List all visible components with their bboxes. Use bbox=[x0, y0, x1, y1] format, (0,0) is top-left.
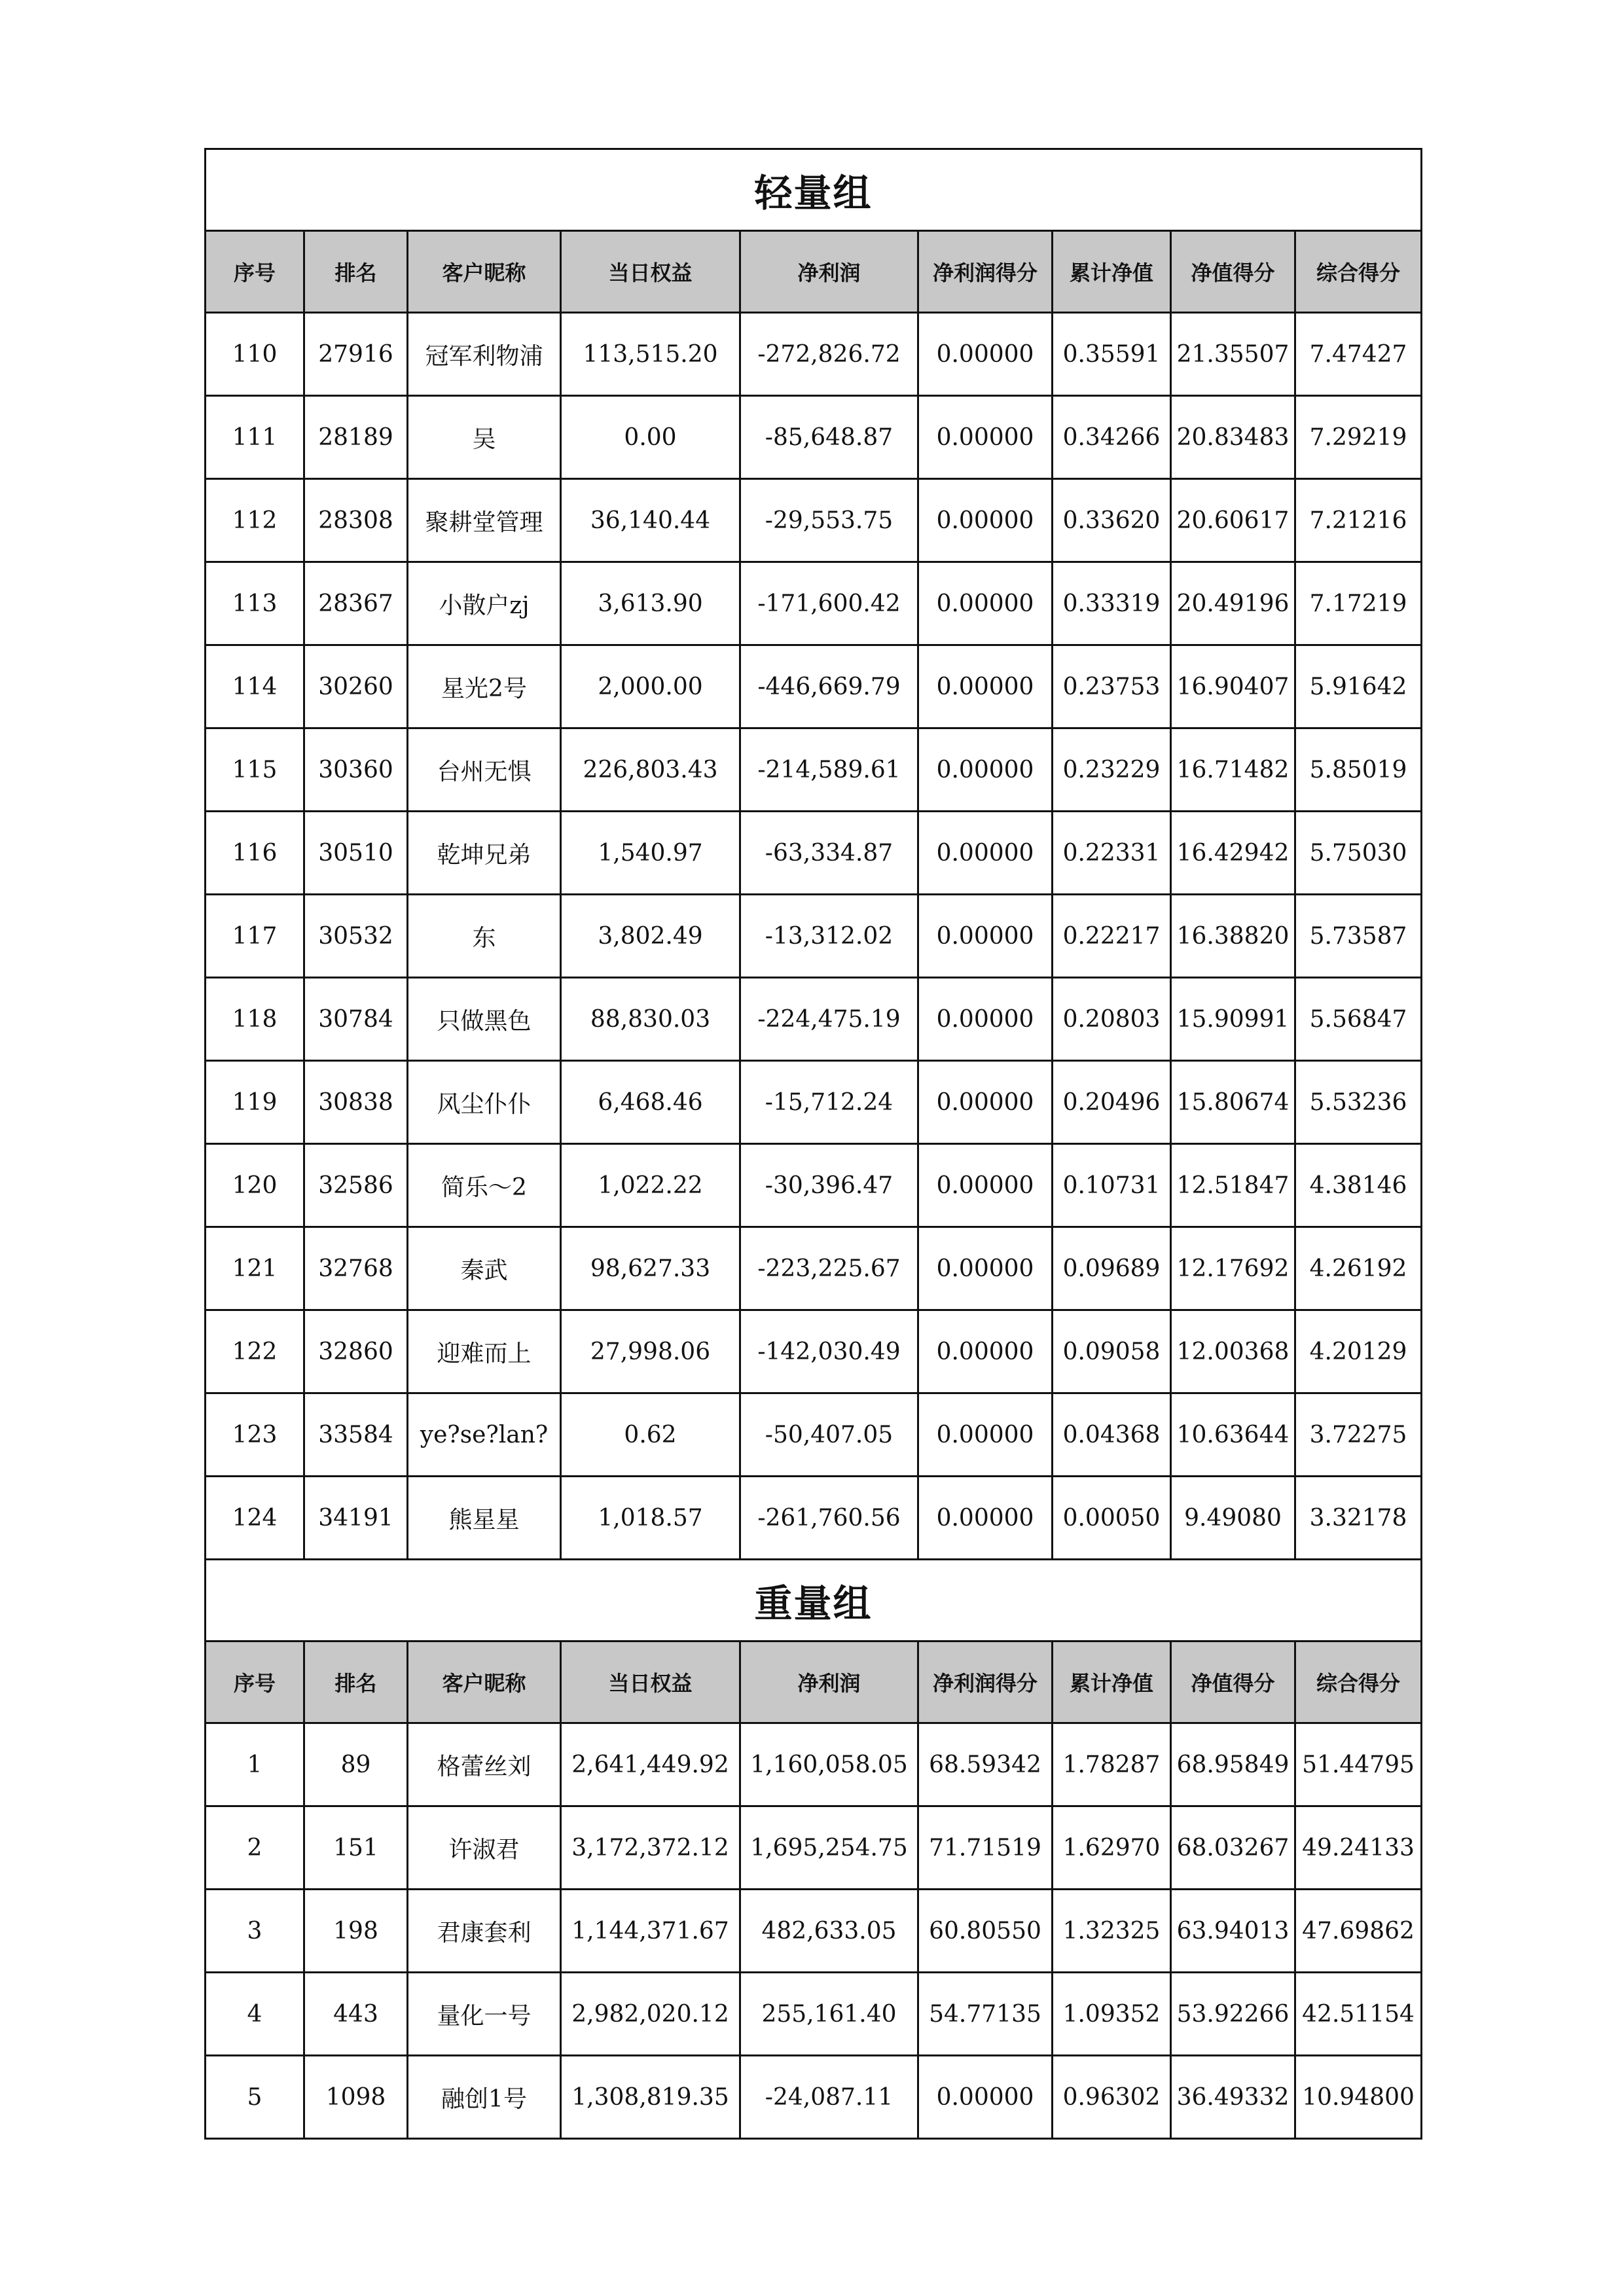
rank-cell: 30784 bbox=[304, 978, 408, 1061]
seq-cell: 113 bbox=[206, 562, 304, 645]
seq-cell: 110 bbox=[206, 313, 304, 396]
cumulative-nav-cell: 0.23753 bbox=[1053, 645, 1171, 728]
net-profit-cell: -224,475.19 bbox=[740, 978, 918, 1061]
nav-score-cell: 20.60617 bbox=[1171, 479, 1295, 562]
header-rank: 排名 bbox=[304, 231, 408, 313]
nav-score-cell: 20.49196 bbox=[1171, 562, 1295, 645]
net-profit-cell: -29,553.75 bbox=[740, 479, 918, 562]
net-profit-score-cell: 0.00000 bbox=[918, 978, 1053, 1061]
table-row bbox=[206, 396, 1422, 479]
net-profit-score-cell: 0.00000 bbox=[918, 2056, 1053, 2139]
rank-cell: 30510 bbox=[304, 812, 408, 895]
equity-cell: 1,022.22 bbox=[561, 1144, 740, 1227]
heavy-group-title: 重量组 bbox=[206, 1560, 1422, 1641]
equity-cell: 2,000.00 bbox=[561, 645, 740, 728]
nickname-cell: 台州无惧 bbox=[408, 728, 561, 812]
nickname-cell: 君康套利 bbox=[408, 1890, 561, 1973]
total-score-cell: 7.47427 bbox=[1295, 313, 1422, 396]
total-score-cell: 5.56847 bbox=[1295, 978, 1422, 1061]
header-seq: 序号 bbox=[206, 1641, 304, 1723]
nickname-cell: 熊星星 bbox=[408, 1477, 561, 1560]
net-profit-score-cell: 0.00000 bbox=[918, 479, 1053, 562]
table-body bbox=[206, 149, 1422, 2139]
net-profit-score-cell: 0.00000 bbox=[918, 1393, 1053, 1477]
nickname-cell: 简乐～2 bbox=[408, 1144, 561, 1227]
nav-score-cell: 16.90407 bbox=[1171, 645, 1295, 728]
rank-cell: 27916 bbox=[304, 313, 408, 396]
cumulative-nav-cell: 0.22331 bbox=[1053, 812, 1171, 895]
total-score-cell: 10.94800 bbox=[1295, 2056, 1422, 2139]
total-score-cell: 4.26192 bbox=[1295, 1227, 1422, 1310]
nickname-cell: 东 bbox=[408, 895, 561, 978]
total-score-cell: 5.73587 bbox=[1295, 895, 1422, 978]
total-score-cell: 7.21216 bbox=[1295, 479, 1422, 562]
net-profit-score-cell: 0.00000 bbox=[918, 728, 1053, 812]
cumulative-nav-cell: 1.62970 bbox=[1053, 1806, 1171, 1890]
net-profit-score-cell: 0.00000 bbox=[918, 1477, 1053, 1560]
net-profit-cell: -223,225.67 bbox=[740, 1227, 918, 1310]
rank-cell: 30260 bbox=[304, 645, 408, 728]
nav-score-cell: 63.94013 bbox=[1171, 1890, 1295, 1973]
nickname-cell: 小散户zj bbox=[408, 562, 561, 645]
table-row bbox=[206, 562, 1422, 645]
light-group-title-row bbox=[206, 149, 1422, 231]
cumulative-nav-cell: 1.78287 bbox=[1053, 1723, 1171, 1806]
nickname-cell: 许淑君 bbox=[408, 1806, 561, 1890]
total-score-cell: 4.20129 bbox=[1295, 1310, 1422, 1393]
rank-cell: 32860 bbox=[304, 1310, 408, 1393]
seq-cell: 115 bbox=[206, 728, 304, 812]
rank-cell: 32768 bbox=[304, 1227, 408, 1310]
equity-cell: 36,140.44 bbox=[561, 479, 740, 562]
seq-cell: 111 bbox=[206, 396, 304, 479]
cumulative-nav-cell: 0.33319 bbox=[1053, 562, 1171, 645]
cumulative-nav-cell: 0.04368 bbox=[1053, 1393, 1171, 1477]
seq-cell: 123 bbox=[206, 1393, 304, 1477]
cumulative-nav-cell: 0.20496 bbox=[1053, 1061, 1171, 1144]
nickname-cell: 量化一号 bbox=[408, 1973, 561, 2056]
rank-cell: 198 bbox=[304, 1890, 408, 1973]
table-row bbox=[206, 895, 1422, 978]
net-profit-cell: -13,312.02 bbox=[740, 895, 918, 978]
nav-score-cell: 36.49332 bbox=[1171, 2056, 1295, 2139]
net-profit-score-cell: 0.00000 bbox=[918, 313, 1053, 396]
net-profit-score-cell: 0.00000 bbox=[918, 396, 1053, 479]
equity-cell: 0.62 bbox=[561, 1393, 740, 1477]
cumulative-nav-cell: 0.34266 bbox=[1053, 396, 1171, 479]
equity-cell: 1,018.57 bbox=[561, 1477, 740, 1560]
header-cumulative-nav: 累计净值 bbox=[1053, 1641, 1171, 1723]
net-profit-cell: -272,826.72 bbox=[740, 313, 918, 396]
table-row bbox=[206, 1144, 1422, 1227]
cumulative-nav-cell: 0.22217 bbox=[1053, 895, 1171, 978]
table-row bbox=[206, 1061, 1422, 1144]
seq-cell: 122 bbox=[206, 1310, 304, 1393]
header-nickname: 客户昵称 bbox=[408, 1641, 561, 1723]
total-score-cell: 3.72275 bbox=[1295, 1393, 1422, 1477]
nav-score-cell: 15.90991 bbox=[1171, 978, 1295, 1061]
header-equity: 当日权益 bbox=[561, 1641, 740, 1723]
seq-cell: 4 bbox=[206, 1973, 304, 2056]
table-row bbox=[206, 978, 1422, 1061]
seq-cell: 118 bbox=[206, 978, 304, 1061]
net-profit-score-cell: 0.00000 bbox=[918, 562, 1053, 645]
net-profit-score-cell: 0.00000 bbox=[918, 645, 1053, 728]
net-profit-cell: -50,407.05 bbox=[740, 1393, 918, 1477]
nav-score-cell: 20.83483 bbox=[1171, 396, 1295, 479]
nav-score-cell: 12.00368 bbox=[1171, 1310, 1295, 1393]
seq-cell: 121 bbox=[206, 1227, 304, 1310]
seq-cell: 116 bbox=[206, 812, 304, 895]
rank-cell: 89 bbox=[304, 1723, 408, 1806]
equity-cell: 1,308,819.35 bbox=[561, 2056, 740, 2139]
seq-cell: 5 bbox=[206, 2056, 304, 2139]
equity-cell: 0.00 bbox=[561, 396, 740, 479]
header-net-profit-score: 净利润得分 bbox=[918, 1641, 1053, 1723]
table-row bbox=[206, 2056, 1422, 2139]
net-profit-cell: -30,396.47 bbox=[740, 1144, 918, 1227]
total-score-cell: 51.44795 bbox=[1295, 1723, 1422, 1806]
header-nav-score: 净值得分 bbox=[1171, 231, 1295, 313]
net-profit-cell: 1,695,254.75 bbox=[740, 1806, 918, 1890]
total-score-cell: 3.32178 bbox=[1295, 1477, 1422, 1560]
seq-cell: 119 bbox=[206, 1061, 304, 1144]
rank-cell: 34191 bbox=[304, 1477, 408, 1560]
nickname-cell: 融创1号 bbox=[408, 2056, 561, 2139]
total-score-cell: 5.91642 bbox=[1295, 645, 1422, 728]
table-row bbox=[206, 1310, 1422, 1393]
net-profit-score-cell: 0.00000 bbox=[918, 1310, 1053, 1393]
net-profit-cell: 482,633.05 bbox=[740, 1890, 918, 1973]
nav-score-cell: 12.51847 bbox=[1171, 1144, 1295, 1227]
nav-score-cell: 53.92266 bbox=[1171, 1973, 1295, 2056]
nav-score-cell: 15.80674 bbox=[1171, 1061, 1295, 1144]
header-total-score: 综合得分 bbox=[1295, 1641, 1422, 1723]
cumulative-nav-cell: 1.09352 bbox=[1053, 1973, 1171, 2056]
net-profit-cell: -214,589.61 bbox=[740, 728, 918, 812]
equity-cell: 6,468.46 bbox=[561, 1061, 740, 1144]
net-profit-score-cell: 0.00000 bbox=[918, 1227, 1053, 1310]
net-profit-cell: -24,087.11 bbox=[740, 2056, 918, 2139]
net-profit-score-cell: 60.80550 bbox=[918, 1890, 1053, 1973]
seq-cell: 117 bbox=[206, 895, 304, 978]
rank-cell: 30838 bbox=[304, 1061, 408, 1144]
net-profit-cell: -63,334.87 bbox=[740, 812, 918, 895]
nav-score-cell: 9.49080 bbox=[1171, 1477, 1295, 1560]
equity-cell: 2,982,020.12 bbox=[561, 1973, 740, 2056]
equity-cell: 88,830.03 bbox=[561, 978, 740, 1061]
rank-cell: 1098 bbox=[304, 2056, 408, 2139]
header-rank: 排名 bbox=[304, 1641, 408, 1723]
light-group-title: 轻量组 bbox=[206, 149, 1422, 231]
header-nav-score: 净值得分 bbox=[1171, 1641, 1295, 1723]
nav-score-cell: 12.17692 bbox=[1171, 1227, 1295, 1310]
net-profit-score-cell: 54.77135 bbox=[918, 1973, 1053, 2056]
seq-cell: 114 bbox=[206, 645, 304, 728]
total-score-cell: 7.17219 bbox=[1295, 562, 1422, 645]
nav-score-cell: 68.03267 bbox=[1171, 1806, 1295, 1890]
header-cumulative-nav: 累计净值 bbox=[1053, 231, 1171, 313]
table-row bbox=[206, 812, 1422, 895]
total-score-cell: 5.53236 bbox=[1295, 1061, 1422, 1144]
net-profit-cell: -171,600.42 bbox=[740, 562, 918, 645]
table-row bbox=[206, 728, 1422, 812]
table-row bbox=[206, 313, 1422, 396]
rank-cell: 28189 bbox=[304, 396, 408, 479]
seq-cell: 112 bbox=[206, 479, 304, 562]
cumulative-nav-cell: 0.10731 bbox=[1053, 1144, 1171, 1227]
cumulative-nav-cell: 0.00050 bbox=[1053, 1477, 1171, 1560]
cumulative-nav-cell: 0.20803 bbox=[1053, 978, 1171, 1061]
rank-cell: 28367 bbox=[304, 562, 408, 645]
nickname-cell: ye?se?lan? bbox=[408, 1393, 561, 1477]
table-row bbox=[206, 1890, 1422, 1973]
total-score-cell: 4.38146 bbox=[1295, 1144, 1422, 1227]
total-score-cell: 5.85019 bbox=[1295, 728, 1422, 812]
rank-cell: 32586 bbox=[304, 1144, 408, 1227]
table-row bbox=[206, 479, 1422, 562]
equity-cell: 113,515.20 bbox=[561, 313, 740, 396]
nickname-cell: 吴 bbox=[408, 396, 561, 479]
nickname-cell: 风尘仆仆 bbox=[408, 1061, 561, 1144]
rank-cell: 443 bbox=[304, 1973, 408, 2056]
header-total-score: 综合得分 bbox=[1295, 231, 1422, 313]
cumulative-nav-cell: 0.96302 bbox=[1053, 2056, 1171, 2139]
nickname-cell: 冠军利物浦 bbox=[408, 313, 561, 396]
nickname-cell: 迎难而上 bbox=[408, 1310, 561, 1393]
equity-cell: 3,613.90 bbox=[561, 562, 740, 645]
table-row bbox=[206, 645, 1422, 728]
nav-score-cell: 16.71482 bbox=[1171, 728, 1295, 812]
seq-cell: 120 bbox=[206, 1144, 304, 1227]
total-score-cell: 7.29219 bbox=[1295, 396, 1422, 479]
header-equity: 当日权益 bbox=[561, 231, 740, 313]
seq-cell: 124 bbox=[206, 1477, 304, 1560]
seq-cell: 2 bbox=[206, 1806, 304, 1890]
cumulative-nav-cell: 0.33620 bbox=[1053, 479, 1171, 562]
table-row bbox=[206, 1723, 1422, 1806]
header-net-profit: 净利润 bbox=[740, 1641, 918, 1723]
net-profit-cell: -15,712.24 bbox=[740, 1061, 918, 1144]
net-profit-score-cell: 68.59342 bbox=[918, 1723, 1053, 1806]
header-net-profit: 净利润 bbox=[740, 231, 918, 313]
equity-cell: 226,803.43 bbox=[561, 728, 740, 812]
rank-cell: 28308 bbox=[304, 479, 408, 562]
cumulative-nav-cell: 1.32325 bbox=[1053, 1890, 1171, 1973]
ranking-sheet bbox=[204, 148, 1420, 2140]
heavy-group-title-row bbox=[206, 1560, 1422, 1641]
net-profit-cell: 255,161.40 bbox=[740, 1973, 918, 2056]
rank-cell: 30360 bbox=[304, 728, 408, 812]
nickname-cell: 只做黑色 bbox=[408, 978, 561, 1061]
total-score-cell: 49.24133 bbox=[1295, 1806, 1422, 1890]
net-profit-score-cell: 0.00000 bbox=[918, 895, 1053, 978]
rank-cell: 151 bbox=[304, 1806, 408, 1890]
cumulative-nav-cell: 0.23229 bbox=[1053, 728, 1171, 812]
net-profit-cell: -446,669.79 bbox=[740, 645, 918, 728]
nav-score-cell: 21.35507 bbox=[1171, 313, 1295, 396]
seq-cell: 1 bbox=[206, 1723, 304, 1806]
cumulative-nav-cell: 0.35591 bbox=[1053, 313, 1171, 396]
net-profit-cell: -142,030.49 bbox=[740, 1310, 918, 1393]
total-score-cell: 5.75030 bbox=[1295, 812, 1422, 895]
nav-score-cell: 10.63644 bbox=[1171, 1393, 1295, 1477]
net-profit-score-cell: 0.00000 bbox=[918, 1144, 1053, 1227]
rank-cell: 30532 bbox=[304, 895, 408, 978]
column-header-row bbox=[206, 1641, 1422, 1723]
net-profit-cell: -85,648.87 bbox=[740, 396, 918, 479]
header-net-profit-score: 净利润得分 bbox=[918, 231, 1053, 313]
table-row bbox=[206, 1477, 1422, 1560]
nickname-cell: 格蕾丝刘 bbox=[408, 1723, 561, 1806]
cumulative-nav-cell: 0.09058 bbox=[1053, 1310, 1171, 1393]
total-score-cell: 42.51154 bbox=[1295, 1973, 1422, 2056]
nav-score-cell: 68.95849 bbox=[1171, 1723, 1295, 1806]
equity-cell: 1,144,371.67 bbox=[561, 1890, 740, 1973]
nickname-cell: 秦武 bbox=[408, 1227, 561, 1310]
table-row bbox=[206, 1227, 1422, 1310]
table-row bbox=[206, 1806, 1422, 1890]
nickname-cell: 聚耕堂管理 bbox=[408, 479, 561, 562]
header-nickname: 客户昵称 bbox=[408, 231, 561, 313]
table-row bbox=[206, 1973, 1422, 2056]
rank-cell: 33584 bbox=[304, 1393, 408, 1477]
net-profit-cell: 1,160,058.05 bbox=[740, 1723, 918, 1806]
nickname-cell: 星光2号 bbox=[408, 645, 561, 728]
net-profit-score-cell: 0.00000 bbox=[918, 1061, 1053, 1144]
nav-score-cell: 16.38820 bbox=[1171, 895, 1295, 978]
seq-cell: 3 bbox=[206, 1890, 304, 1973]
equity-cell: 2,641,449.92 bbox=[561, 1723, 740, 1806]
column-header-row bbox=[206, 231, 1422, 313]
equity-cell: 27,998.06 bbox=[561, 1310, 740, 1393]
equity-cell: 3,802.49 bbox=[561, 895, 740, 978]
cumulative-nav-cell: 0.09689 bbox=[1053, 1227, 1171, 1310]
net-profit-cell: -261,760.56 bbox=[740, 1477, 918, 1560]
equity-cell: 3,172,372.12 bbox=[561, 1806, 740, 1890]
net-profit-score-cell: 0.00000 bbox=[918, 812, 1053, 895]
total-score-cell: 47.69862 bbox=[1295, 1890, 1422, 1973]
equity-cell: 98,627.33 bbox=[561, 1227, 740, 1310]
nickname-cell: 乾坤兄弟 bbox=[408, 812, 561, 895]
net-profit-score-cell: 71.71519 bbox=[918, 1806, 1053, 1890]
header-seq: 序号 bbox=[206, 231, 304, 313]
table-row bbox=[206, 1393, 1422, 1477]
ranking-table bbox=[204, 148, 1422, 2140]
nav-score-cell: 16.42942 bbox=[1171, 812, 1295, 895]
equity-cell: 1,540.97 bbox=[561, 812, 740, 895]
